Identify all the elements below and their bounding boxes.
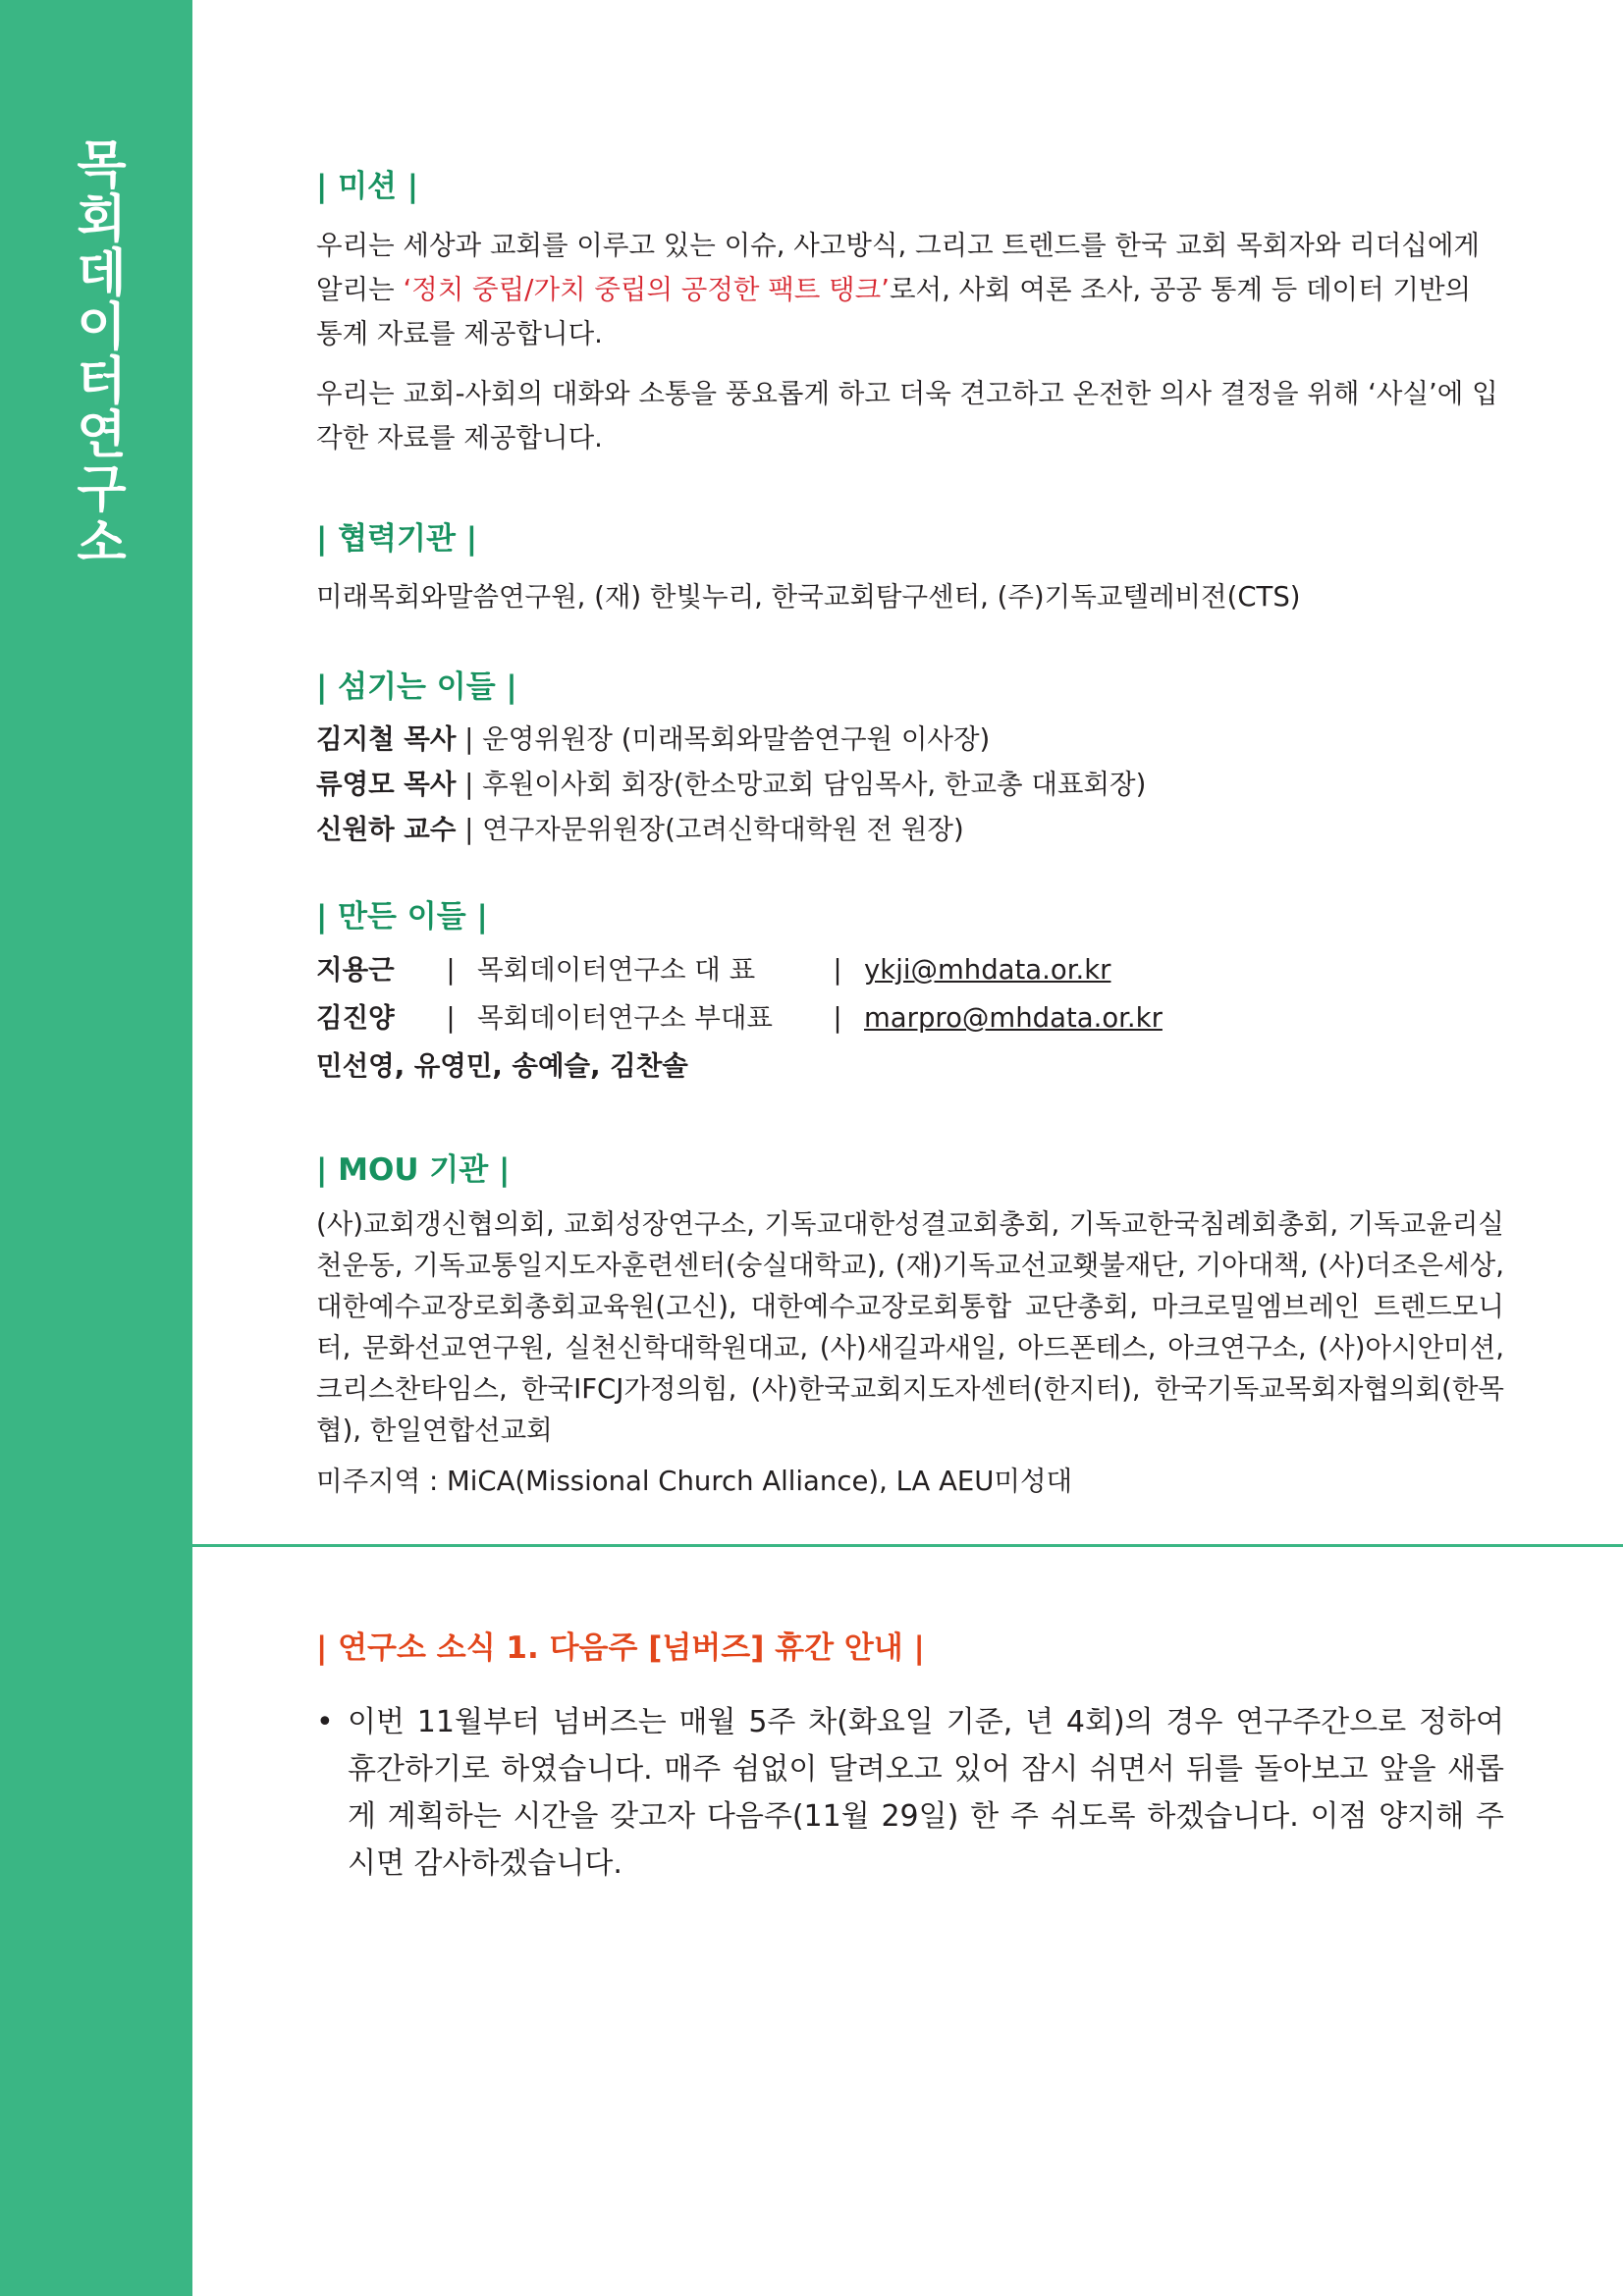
- server-item: [316, 762, 1504, 807]
- mission-text-after: 로서, 사회 여론 조사, 공공 통계 등 데이터 기반의 통계 자료를 제공합니다.: [316, 274, 1472, 349]
- news-heading: | 연구소 소식 1. 다음주 [넘버즈] 휴간 안내 |: [316, 1630, 925, 1666]
- partners-section: [316, 517, 1504, 619]
- server-role: | 운영위원장 (미래목회와말씀연구원 이사장): [456, 723, 991, 755]
- email-link[interactable]: marpro@mhdata.or.kr: [864, 1002, 1163, 1034]
- section-divider: [192, 1544, 1623, 1547]
- server-name: 류영모 목사: [316, 769, 457, 800]
- servers-section: [316, 666, 1504, 852]
- separator: |: [446, 1002, 456, 1034]
- sidebar: [0, 0, 192, 2296]
- separator: |: [446, 954, 456, 986]
- server-item: [316, 717, 1504, 762]
- mou-overseas: 미주지역 : MiCA(Missional Church Alliance), LA AEU미성대: [316, 1466, 1073, 1497]
- email-link[interactable]: ykji@mhdata.or.kr: [864, 954, 1111, 986]
- maker-row: [316, 994, 1504, 1042]
- servers-heading: | 섬기는 이들 |: [316, 669, 517, 705]
- server-item: [316, 807, 1504, 852]
- mission-section: [316, 165, 1504, 460]
- partners-heading: | 협력기관 |: [316, 521, 478, 557]
- server-name: 신원하 교수: [316, 814, 457, 845]
- mission-paragraph-1: [316, 224, 1504, 356]
- news-text: 이번 11월부터 넘버즈는 매월 5주 차(화요일 기준, 년 4회)의 경우 연구주간으로 정하여 휴간하기로 하였습니다. 매주 쉼없이 달려오고 있어 잠시 쉬면서 뒤를 돌아보고 앞을 새롭게 계획하는 시간을 갖고자 다음주(11월 29일) 한 주 쉬도록 하겠습니다. 이점 양지해 주시면 감사하겠습니다.: [348, 1705, 1504, 1881]
- server-name: 김지철 목사: [316, 723, 457, 755]
- mission-paragraph-2: 우리는 교회-사회의 대화와 소통을 풍요롭게 하고 더욱 견고하고 온전한 의사 결정을 위해 ‘사실’에 입각한 자료를 제공합니다.: [316, 378, 1498, 454]
- makers-list: [316, 946, 1504, 1091]
- mission-heading: | 미션 |: [316, 169, 419, 204]
- sidebar-title: 목회데이터연구소: [67, 137, 126, 569]
- mou-section: [316, 1148, 1504, 1504]
- separator: |: [833, 1002, 842, 1034]
- news-item: [316, 1699, 1504, 1888]
- makers-heading: | 만든 이들 |: [316, 899, 488, 934]
- mou-text: (사)교회갱신협의회, 교회성장연구소, 기독교대한성결교회총회, 기독교한국침례회총회, 기독교윤리실천운동, 기독교통일지도자훈련센터(숭실대학교), (재)기독교선교횃불재단, 기아대책, (사)더조은세상, 대한예수교장로회총회교육원(고신), 대한예수교장로회통합 교단총회, 마크로밀엠브레인 트렌드모니터, 문화선교연구원, 실천신학대학원대교, (사)새길과새일, 아드폰테스, 아크연구소, (사)아시안미션, 크리스찬타임스, 한국IFCJ가정의힘, (사)한국교회지도자센터(한지터), 한국기독교목회자협의회(한목협), 한일연합선교회: [316, 1208, 1504, 1446]
- server-role: | 후원이사회 회장(한소망교회 담임목사, 한교총 대표회장): [456, 769, 1147, 800]
- maker-name: 김진양: [316, 1002, 395, 1034]
- news-section: [316, 1627, 1504, 1888]
- maker-org: 목회데이터연구소 대 표: [477, 954, 756, 986]
- separator: |: [833, 954, 842, 986]
- mou-heading: | MOU 기관 |: [316, 1152, 511, 1188]
- makers-section: [316, 895, 1504, 1091]
- maker-name: 지용근: [316, 954, 395, 986]
- makers-others: 민선영, 유영민, 송예슬, 김찬솔: [316, 1050, 688, 1082]
- mission-highlight: ‘정치 중립/가치 중립의 공정한 팩트 탱크’: [403, 274, 890, 305]
- servers-list: [316, 717, 1504, 852]
- bullet-icon: •: [316, 1705, 334, 1739]
- server-role: | 연구자문위원장(고려신학대학원 전 원장): [456, 814, 964, 845]
- mission-text-before: 우리는 세상과 교회를 이루고 있는 이슈, 사고방식, 그리고 트렌드를 한국 교회 목회자와 리더십에게 알리는: [316, 230, 1480, 305]
- maker-org: 목회데이터연구소 부대표: [477, 1002, 773, 1034]
- maker-row: [316, 946, 1504, 994]
- partners-text: 미래목회와말씀연구원, (재) 한빛누리, 한국교회탐구센터, (주)기독교텔레비전(CTS): [316, 581, 1301, 613]
